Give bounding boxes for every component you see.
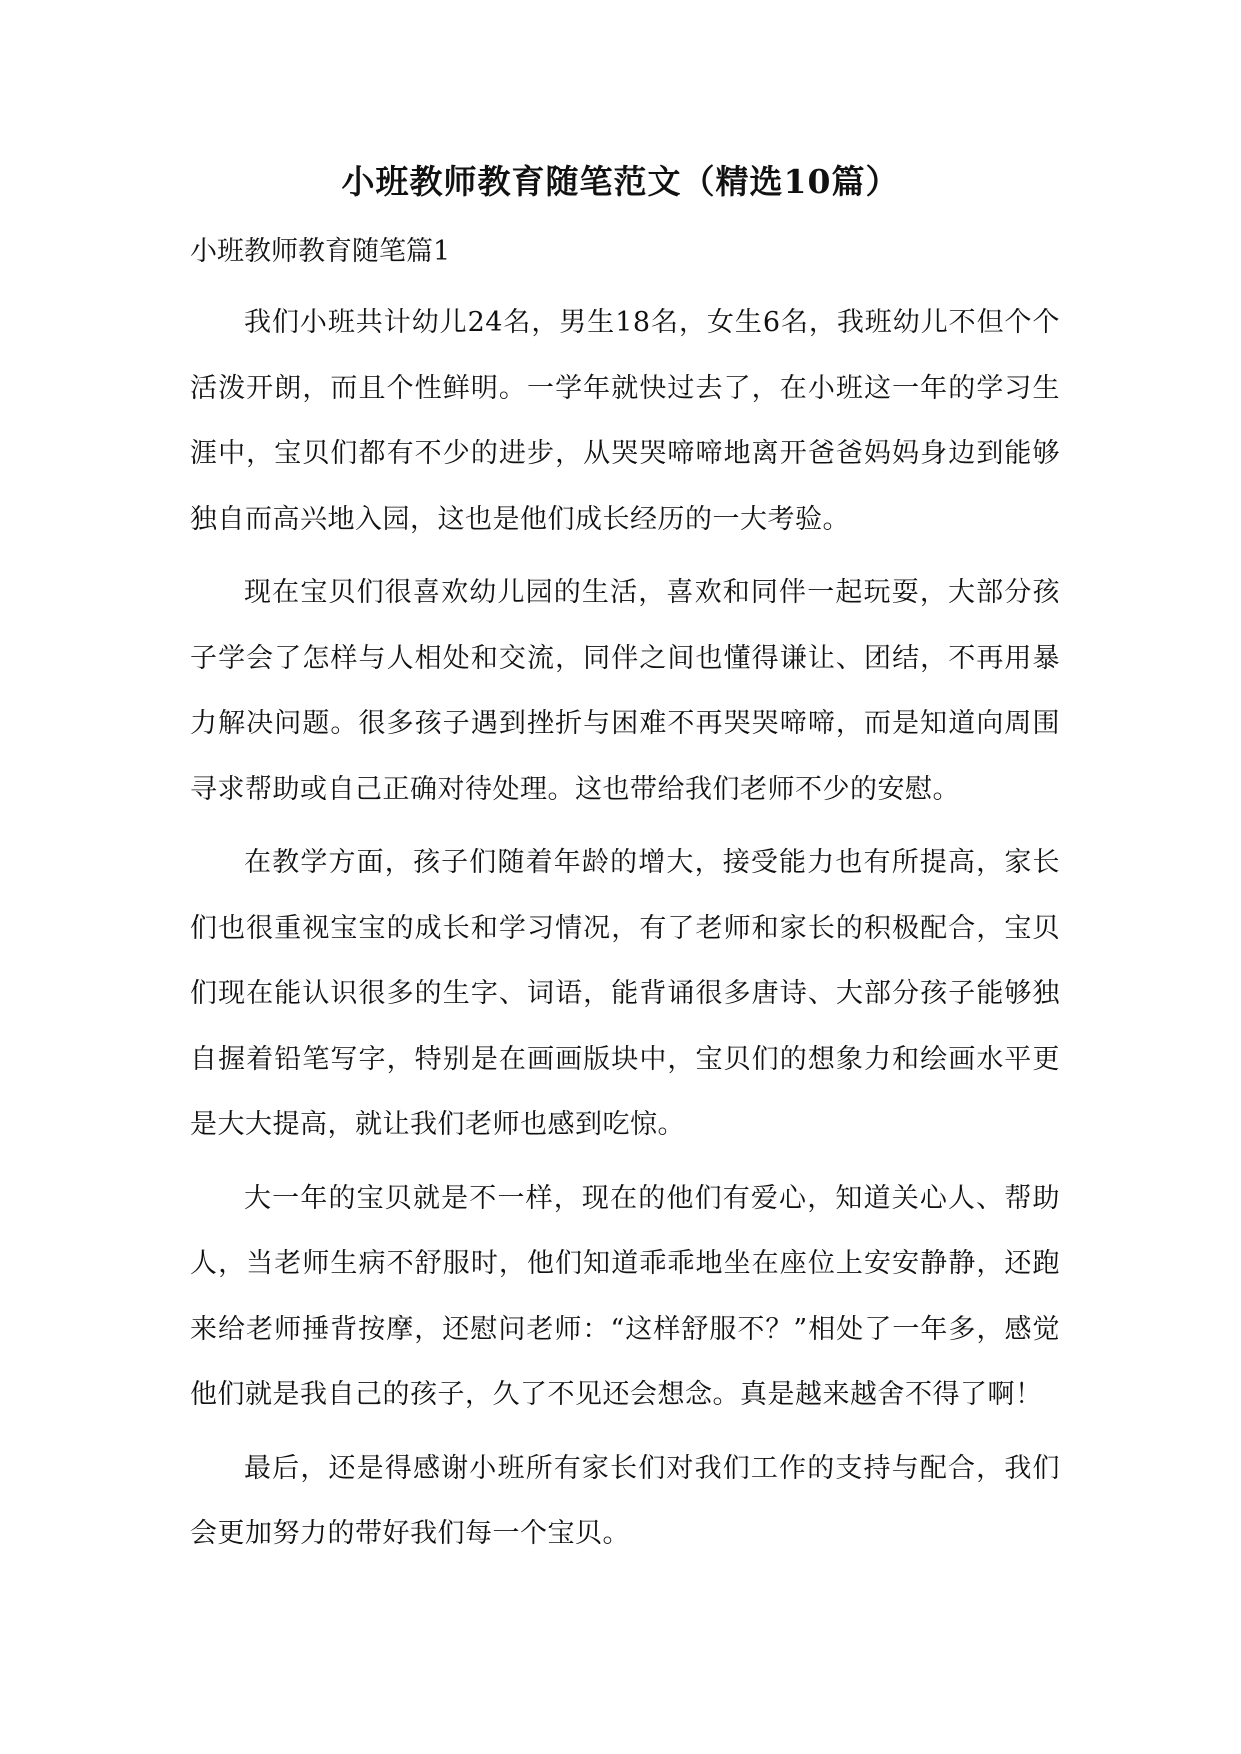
paragraph: 我们小班共计幼儿24名，男生18名，女生6名，我班幼儿不但个个活泼开朗，而且个性鲜明。一学年就快过去了，在小班这一年的学习生涯中，宝贝们都有不少的进步，从哭哭啼啼地离开爸爸妈妈身边到能够独自而高兴地入园，这也是他们成长经历的一大考验。 bbox=[190, 307, 1060, 535]
body-text bbox=[190, 290, 1060, 1575]
paragraph: 现在宝贝们很喜欢幼儿园的生活，喜欢和同伴一起玩耍，大部分孩子学会了怎样与人相处和交流，同伴之间也懂得谦让、团结，不再用暴力解决问题。很多孩子遇到挫折与困难不再哭哭啼啼，而是知道向周围寻求帮助或自己正确对待处理。这也带给我们老师不少的安慰。 bbox=[190, 577, 1060, 805]
paragraph: 在教学方面，孩子们随着年龄的增大，接受能力也有所提高，家长们也很重视宝宝的成长和学习情况，有了老师和家长的积极配合，宝贝们现在能认识很多的生字、词语，能背诵很多唐诗、大部分孩子能够独自握着铅笔写字，特别是在画画版块中，宝贝们的想象力和绘画水平更是大大提高，就让我们老师也感到吃惊。 bbox=[190, 847, 1060, 1140]
paragraph: 大一年的宝贝就是不一样，现在的他们有爱心，知道关心人、帮助人，当老师生病不舒服时，他们知道乖乖地坐在座位上安安静静，还跑来给老师捶背按摩，还慰问老师：“这样舒服不？”相处了一年多，感觉他们就是我自己的孩子，久了不见还会想念。真是越来越舍不得了啊！ bbox=[190, 1182, 1060, 1410]
paragraph: 最后，还是得感谢小班所有家长们对我们工作的支持与配合，我们会更加努力的带好我们每一个宝贝。 bbox=[190, 1452, 1060, 1549]
section-heading: 小班教师教育随笔篇1 bbox=[190, 236, 451, 267]
document-title: 小班教师教育随笔范文（精选10篇） bbox=[341, 162, 900, 201]
